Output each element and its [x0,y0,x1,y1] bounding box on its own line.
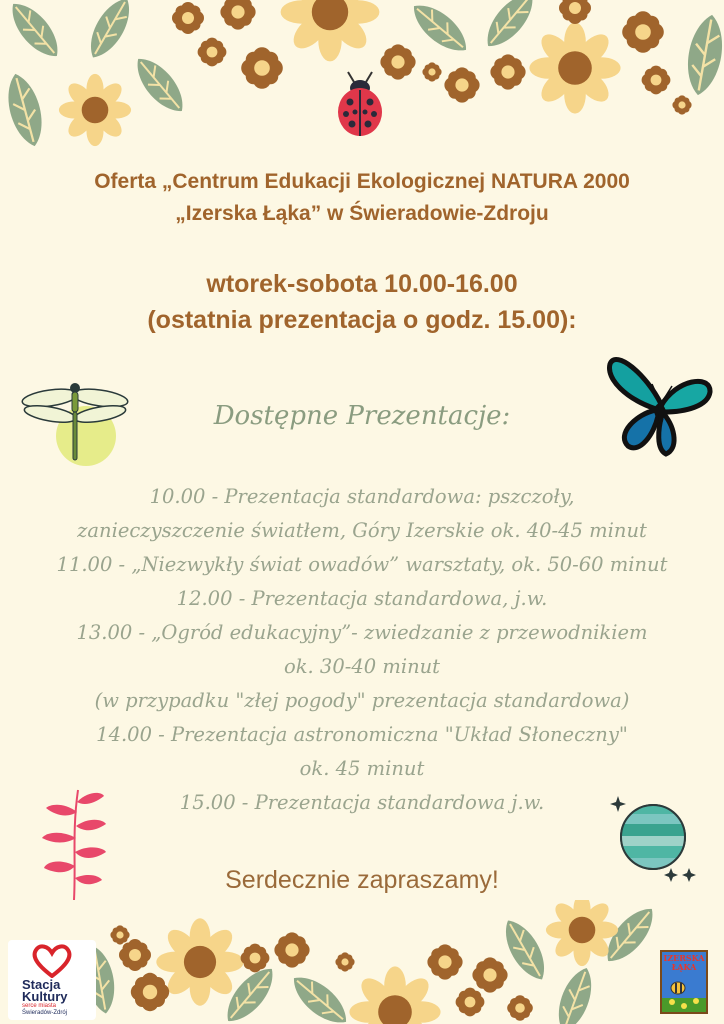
bottom-floral-border [0,900,724,1024]
list-item: zanieczyszczenie światłem, Góry Izerskie ok. 40-45 minut [77,519,647,542]
list-item: 12.00 - Prezentacja standardowa, j.w. [176,587,548,610]
izerska-laka-logo [660,950,708,1014]
leaf-icon [3,0,67,65]
flower-icon [427,944,462,979]
flower-icon [349,966,440,1024]
header-line-1: Oferta „Centrum Edukacji Ekologicznej NATURA 2000 [94,170,630,193]
opening-hours [0,266,724,338]
meadow-icon [662,974,706,1014]
sparkle-icon [610,796,626,812]
flower-icon [335,952,354,971]
list-item: ok. 30-40 minut [283,655,441,678]
flower-icon [172,2,204,34]
leaf-icon [682,12,724,98]
logo-text-4: Świeradów-Zdrój [22,1010,68,1016]
flower-icon [119,939,151,971]
leaf-icon [551,963,600,1024]
flower-icon [642,66,671,95]
header-line-2: „Izerska Łąka” w Świeradowie-Zdroju [175,202,549,225]
flower-icon [529,22,620,113]
flower-icon [444,67,479,102]
flower-icon [274,932,309,967]
flower-icon [622,11,664,53]
logo-right-title [662,954,706,972]
logo-text-2: Kultury [22,989,68,1004]
offer-header [0,166,724,230]
list-item: (w przypadku "złej pogody" prezentacja standardowa) [94,689,630,712]
closing-text: Serdecznie zapraszamy! [225,866,499,894]
flower-icon [422,62,441,81]
list-item: 11.00 - „Niezwykły świat owadów” warsztaty, ok. 50-60 minut [56,553,668,576]
list-item: 14.00 - Prezentacja astronomiczna "Układ Słoneczny" [96,723,628,746]
list-item: ok. 45 minut [299,757,425,780]
list-item: 15.00 - Prezentacja standardowa j.w. [179,791,545,814]
list-item: 13.00 - „Ogród edukacyjny”- zwiedzanie z przewodnikiem [76,621,648,644]
leaf-icon [285,968,354,1024]
hours-line-1: wtorek-sobota 10.00-16.00 [206,270,518,298]
flower-icon [241,47,283,89]
stacja-kultury-logo [8,940,96,1020]
list-item: 10.00 - Prezentacja standardowa: pszczoły, [149,485,575,508]
heart-icon [32,944,72,978]
flower-icon [59,74,131,146]
flower-icon [490,54,525,89]
leaf-icon [405,0,474,60]
section-title: Dostępne Prezentacje: [213,401,511,431]
leaf-icon [128,50,192,119]
flower-icon [507,995,533,1021]
flower-icon [110,925,129,944]
flower-icon [131,973,169,1011]
flower-icon [472,957,507,992]
leaf-icon [81,0,138,64]
flower-icon [198,38,227,67]
presentation-list [0,480,724,820]
flower-icon [546,900,618,966]
hours-line-2: (ostatnia prezentacja o godz. 15.00): [147,306,577,334]
flower-icon [672,95,691,114]
leaf-icon [1,70,49,150]
flower-icon [241,944,270,973]
flower-icon [559,0,591,24]
flower-icon [456,988,485,1017]
logo-right-line-2: ŁĄKA [671,962,697,972]
ladybug-icon [330,70,390,140]
logo-right-line-1: IZERSKA [663,953,705,963]
logo-text-1: Stacja [22,977,61,992]
logo-text-3: serce miasta [22,1003,57,1009]
leaf-icon [478,0,542,55]
flower-icon [220,0,255,30]
flower-icon [281,0,380,61]
flower-icon [156,918,243,1005]
